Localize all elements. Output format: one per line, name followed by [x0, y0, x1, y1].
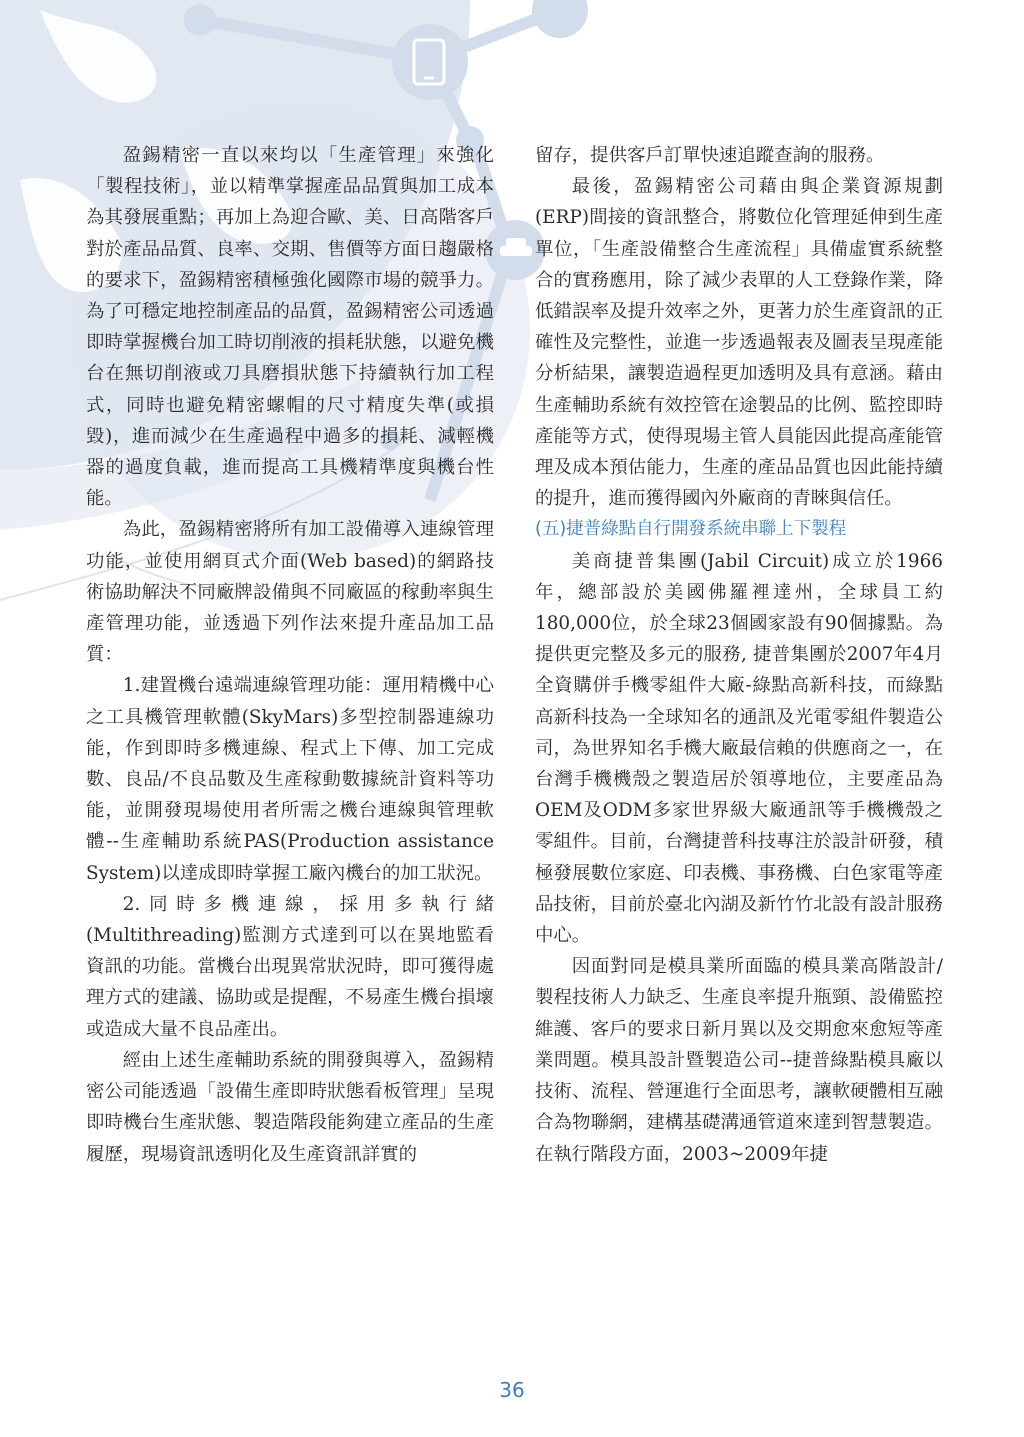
body-paragraph: 經由上述生產輔助系統的開發與導入，盈錫精密公司能透過「設備生產即時狀態看板管理」呈現即時機台生產狀態、製造階段能夠建立產品的生產履歷，現場資訊透明化及生產資訊詳實的 [86, 1049, 494, 1165]
body-paragraph: 美商捷普集團(Jabil Circuit)成立於1966年，總部設於美國佛羅裡達州，全球員工約180,000位，於全球23個國家設有90個據點。為提供更完整及多元的服務, 捷普集團於2007年4月全資購併手機零組件大廠-綠點高新科技，而綠點高新科技為一全球知名的通訊及光電零組件製造公司，為世界知名手機大廠最信賴的供應商之一，在台灣手機機殼之製造居於領導地位，主要產品為OEM及ODM多家世界級大廠通訊等手機機殼之零組件。目前，台灣捷普科技專注於設計研發，積極發展數位家庭、印表機、事務機、白色家電等產品技術，目前於臺北內湖及新竹竹北設有設計服務中心。 [535, 550, 943, 947]
body-paragraph: 因面對同是模具業所面臨的模具業高階設計/製程技術人力缺乏、生產良率提升瓶頸、設備監控維護、客戶的要求日新月異以及交期愈來愈短等產業問題。模具設計暨製造公司--捷普綠點模具廠以技術、流程、營運進行全面思考，讓軟硬體相互融合為物聯網，建構基礎溝通管道來達到智慧製造。在執行階段方面，2003~2009年捷 [535, 956, 943, 1165]
network-node [184, 4, 216, 36]
body-paragraph: 盈錫精密一直以來均以「生產管理」來強化「製程技術」，並以精準掌握產品品質與加工成本為其發展重點；再加上為迎合歐、美、日高階客戶對於產品品質、良率、交期、售價等方面日趨嚴格的要求下，盈錫精密積極強化國際市場的競爭力。為了可穩定地控制產品的品質，盈錫精密公司透過即時掌握機台加工時切削液的損耗狀態，以避免機台在無切削液或刀具磨損狀態下持續執行加工程式，同時也避免精密螺帽的尺寸精度失準(或損毀)，進而減少在生產過程中過多的損耗、減輕機器的過度負載，進而提高工具機精準度與機台性能。 [86, 145, 494, 510]
body-paragraph: 最後，盈錫精密公司藉由與企業資源規劃(ERP)間接的資訊整合，將數位化管理延伸到生產單位，「生產設備整合生產流程」具備虛實系統整合的實務應用，除了減少表單的人工登錄作業，降低錯誤率及提升效率之外，更著力於生產資訊的正確性及完整性，並進一步透過報表及圖表呈現產能分析結果，讓製造過程更加透明及具有意涵。藉由生產輔助系統有效控管在途製品的比例、監控即時產能等方式，使得現場主管人員能因此提高產能管理及成本預估能力，生產的產品品質也因此能持續的提升，進而獲得國內外廠商的青睞與信任。 [535, 176, 943, 510]
right-column [535, 140, 943, 1170]
network-node [392, 24, 468, 100]
body-paragraph: 1.建置機台遠端連線管理功能：運用精機中心之工具機管理軟體(SkyMars)多型控制器連線功能，作到即時多機連線、程式上下傳、加工完成數、良品/不良品數及生產稼動數據統計資料等功能，並開發現場使用者所需之機台連線與管理軟體--生產輔助系統PAS(Production assistance System)以達成即時掌握工廠內機台的加工狀況。 [86, 675, 494, 884]
continued-paragraph: 留存，提供客戶訂單快速追蹤查詢的服務。 [535, 145, 885, 166]
body-paragraph: 為此，盈錫精密將所有加工設備導入連線管理功能，並使用網頁式介面(Web based)的網路技術協助解決不同廠牌設備與不同廠區的稼動率與生產管理功能，並透過下列作法來提升產品加工品質： [86, 519, 494, 666]
network-node [532, 0, 588, 38]
section-heading: (五)捷普綠點自行開發系統串聯上下製程 [535, 519, 847, 540]
page-number: 36 [499, 1378, 525, 1402]
left-column [86, 140, 494, 1170]
body-paragraph: 2.同時多機連線，採用多執行緒(Multithreading)監測方式達到可以在異地監看資訊的功能。當機台出現異常狀況時，即可獲得處理方式的建議、協助或是提醒，不易產生機台損壞或造成大量不良品產出。 [86, 893, 494, 1040]
